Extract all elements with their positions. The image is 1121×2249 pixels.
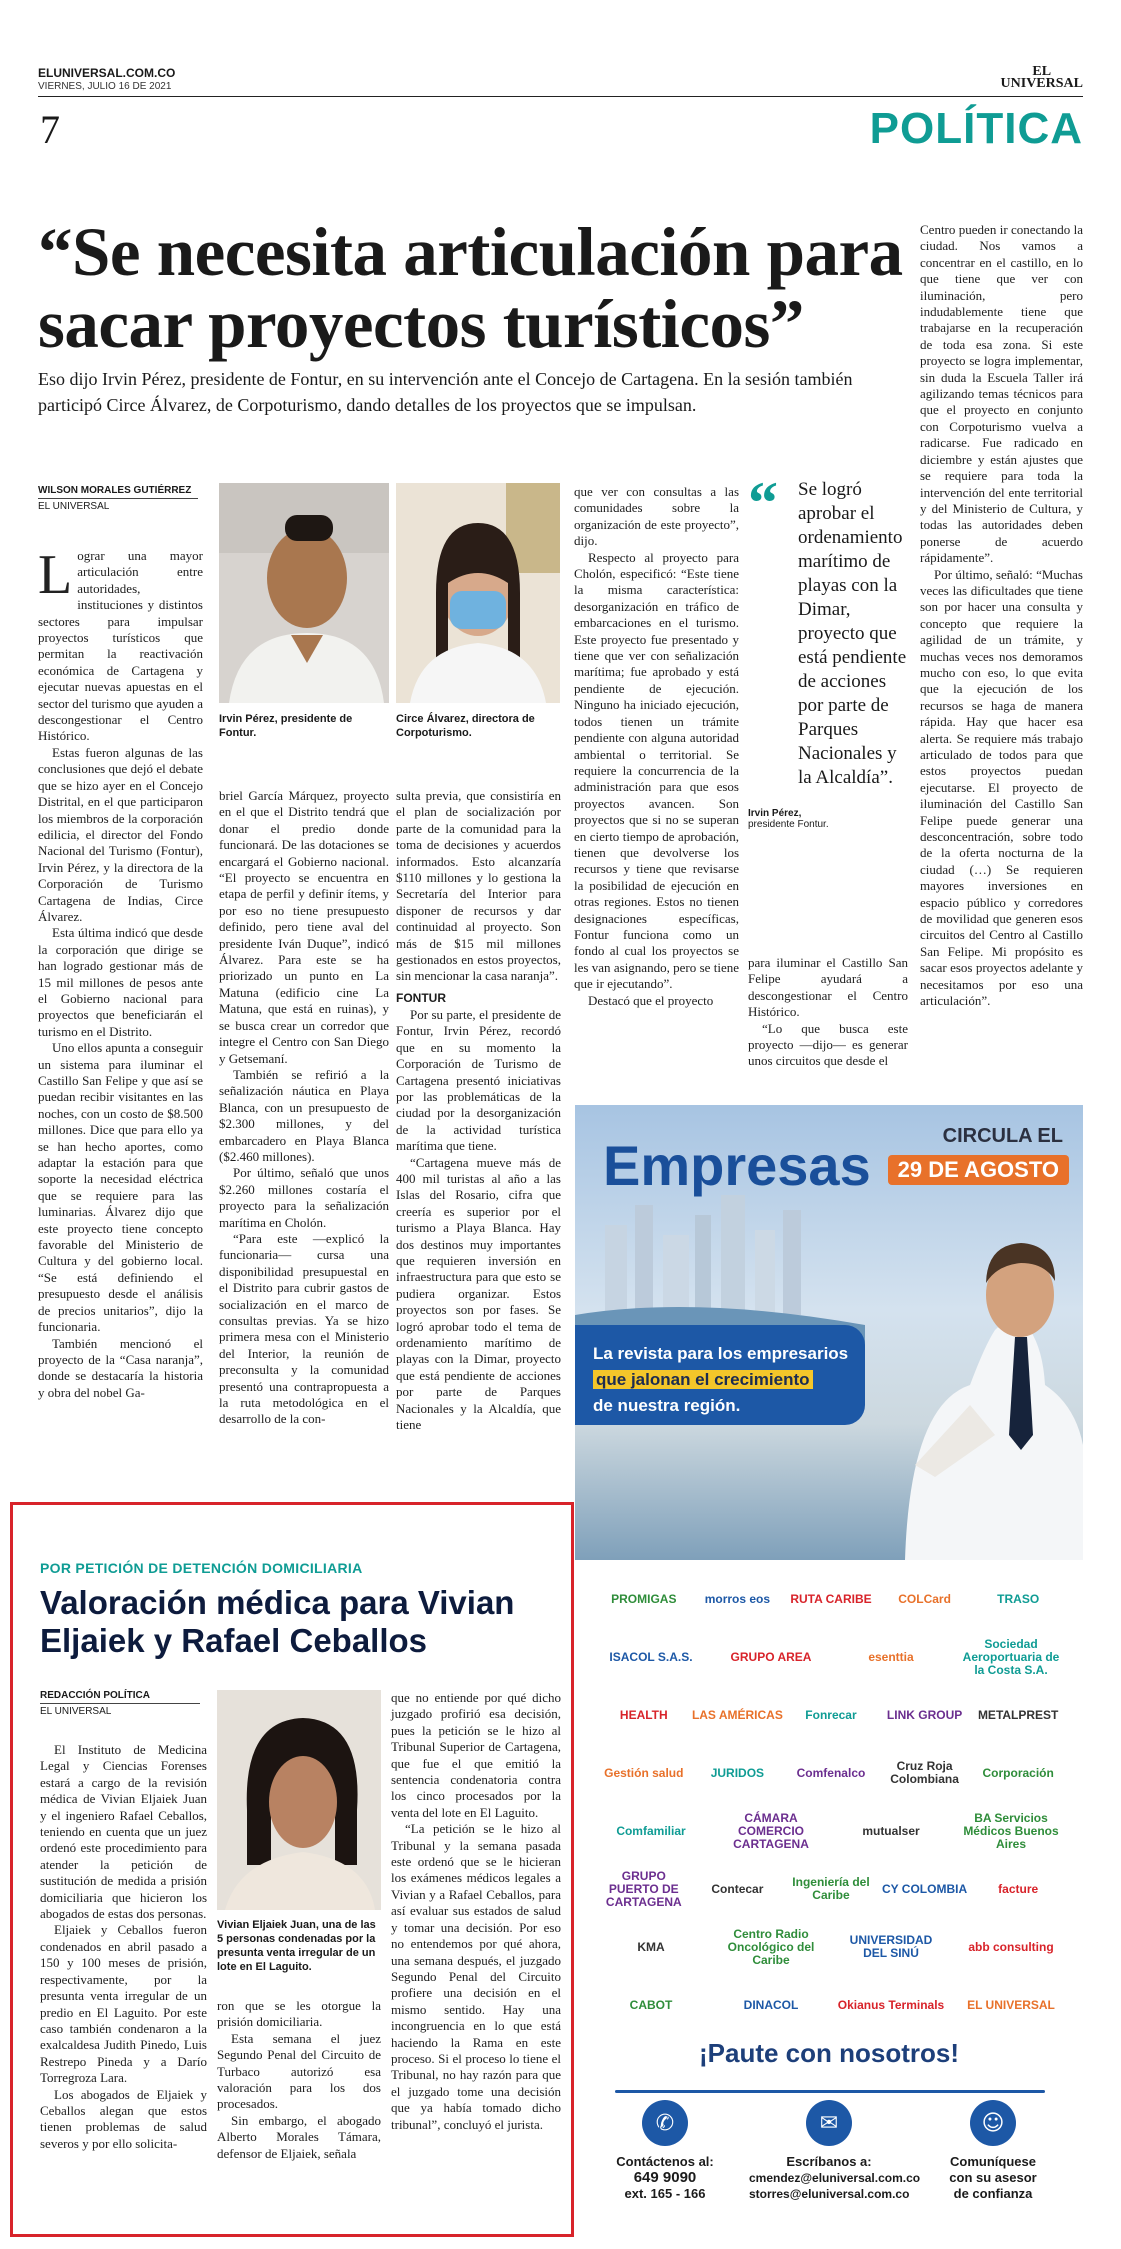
article2-column-1 <box>40 1742 207 2232</box>
article-column-3 <box>396 788 561 1500</box>
sponsor-logo: ISACOL S.A.S. <box>609 1649 693 1664</box>
sponsor-logo: facture <box>998 1881 1039 1896</box>
article-column-2 <box>219 788 389 1500</box>
paragraph: Esta semana el juez Segundo Penal del Circuito de Turbaco autorizó esa valoración para los dos procesados. <box>217 2030 381 2112</box>
logo-row <box>597 1860 1065 1918</box>
author-org: EL UNIVERSAL <box>38 501 110 512</box>
paragraph: Respecto al proyecto para Cholón, especificó: “Este tiene la misma característica: desorganización en tráfico de embarcaciones en el turismo. Este proyecto fue presentado y tiene que ver con señalización marítima; fue aprobado y está pendiente de ejecución. Ninguno ha iniciado ejecución, todos tienen un trámite pendiente con alguna autoridad ambiental o territorial. Se requiere la concurrencia de la administración para que esos proyectos avancen. Son proyectos que si no se superan en cierto tiempo de aprobación, tienen que devolverse los recursos y tiene que revisarse la posibilidad de ejecución en otras regiones. Estos no tienen designaciones específicas, Fontur funciona como un fondo al cual los proyectos se les van asignando, pero se tiene que ir ejecutando”. <box>574 549 739 992</box>
logo-row <box>597 1570 1065 1628</box>
paragraph: “La petición se le hizo al Tribunal y la semana pasada este ordenó que se le hicieran los exámenes médicos legales a Vivian y a Rafael Ceballos, para así evaluar sus estados de salud y tomar una decisión. Por eso no entendemos por qué ahora, una semana después, el juzgado Segundo Penal del Circuito profiere una decisión en el mismo sentido. Hay una incongruencia en lo que está haciendo la Rama en este proceso. Si el proceso lo tiene el Tribunal, no hay razón para que el juzgado tome una decisión que ya había tomado dicho tribunal”, concluyó el jurista. <box>391 1821 561 2132</box>
sponsor-logo: METALPREST <box>977 1707 1059 1722</box>
paragraph: También se refirió a la señalización náutica en Playa Blanca, con un presupuesto de $2.300 millones, y del embarcadero en Playa Blanca ($2.460 millones). <box>219 1066 389 1164</box>
pull-quote-author: Irvin Pérez, <box>748 808 802 819</box>
header-divider <box>38 96 1083 97</box>
contact-email[interactable] <box>749 2100 921 2202</box>
sponsor-logo: Centro Radio Oncológico del Caribe <box>727 1926 815 1967</box>
quote-icon: “ <box>748 470 778 536</box>
paragraph: sulta previa, que consistiría en el plan de socialización por parte de la comunidad para la toma de decisiones y acuerdos informados. Esto alcanzaría $110 millones y lo gestiona la Secretaría del Interior para disponer de recursos y dar continuidad al proyecto. Son más de $15 mil millones gestionados en estos proyectos, sin mencionar la casa naranja”. <box>396 788 561 984</box>
person-icon: ☺ <box>970 2100 1016 2146</box>
photo-caption: Irvin Pérez, presidente de Fontur. <box>219 713 353 739</box>
article-column-1 <box>38 544 203 1483</box>
sponsor-logo: Comfamiliar <box>616 1823 686 1838</box>
sponsor-logo: LAS AMÉRICAS <box>691 1707 783 1722</box>
logo-row <box>597 1744 1065 1802</box>
paragraph: También mencionó el proyecto de la “Casa naranja”, donde se destacaría la historia y obra del nobel Ga- <box>38 1335 203 1400</box>
sponsor-logo: KMA <box>637 1939 665 1954</box>
paragraph: “Cartagena mueve más de 400 mil turistas al año a las Islas del Rosario, cifra que creería es superior por el turismo a Playa Blanca. Hay dos destinos muy importantes que requieren inversión en infraestructura para que esto se pudiera organizar. Estos proyectos son por fases. Se logró aprobar todo el tema de ordenamiento marítimo de playas con la Dimar, proyecto que está pendiente de acciones por parte de Parques Nacionales y la Alcaldía, que tiene <box>396 1154 561 1433</box>
paragraph: Por último, señaló: “Muchas veces las dificultades que tiene son por hacer una consulta y concepto que requiere la agilidad de un trámite, y muchas veces nos demoramos mucho con eso, lo que evita que la ejecución de los recursos se haga de manera rápida. Hay que hacer esa alerta. Se requiere más trabajo articulado de todos para que estos proyectos puedan ejecutarse. El proyecto de iluminación del Castillo San Felipe puede generar una desconcentración, sobre todo de la oferta nocturna de la ciudad (…) Se requieren mayores inversiones en espacio público y corredores de movilidad que generen esos circuitos del Centro al Castillo San Felipe. Mi propósito es sacar esos proyectos adelante y necesitamos por eso una articulación”. <box>920 566 1083 1009</box>
paragraph: Destacó que el proyecto <box>588 992 714 1008</box>
logo-row <box>597 1686 1065 1744</box>
paragraph: que ver con consultas a las comunidades sobre la organización de este proyecto”, dijo. <box>574 484 739 549</box>
photo-caption: Vivian Eljaiek Juan, una de las 5 personas condenadas por la presunta venta irregular de un lote en El Laguito. <box>217 1919 376 1973</box>
sponsor-logo: abb consulting <box>968 1939 1054 1954</box>
sponsor-logo: Okianus Terminals <box>837 1997 945 2012</box>
sponsor-logo-grid <box>575 1560 1083 2030</box>
contact-advisor-line-2: con su asesor <box>949 2170 1037 2185</box>
drop-cap: L <box>38 544 73 606</box>
photo-caption: Circe Álvarez, directora de Corpoturismo. <box>396 713 535 739</box>
sponsor-logo: Contecar <box>711 1881 764 1896</box>
phone-icon: ✆ <box>642 2100 688 2146</box>
paragraph: que no entiende por qué dicho juzgado profirió esa decisión, pues la petición se le hizo al Tribunal Superior de Cartagena, que fue el que emitió la sentencia condenatoria contra los cinco procesados por la venta del lote en El Laguito. <box>391 1690 561 1820</box>
sponsor-logo: morros eos <box>704 1591 771 1606</box>
sponsor-logo: TRASO <box>997 1591 1040 1606</box>
ad-tagline-line-3: de nuestra región. <box>593 1396 741 1415</box>
article-headline: “Se necesita articulación para sacar proyectos turísticos” <box>38 214 903 362</box>
sponsor-logo: Gestión salud <box>604 1765 684 1780</box>
sponsor-logo: GRUPO PUERTO DE CARTAGENA <box>605 1868 682 1909</box>
logo-line-bottom: UNIVERSAL <box>1000 76 1083 91</box>
paragraph: Centro pueden ir conectando la ciudad. Nos vamos a concentrar en el castillo, en lo que tiene que ver con iluminación, pero indudablemente tiene que trabajarse en la recuperación de toda esa zona. Si este proyecto se logra implementar, sin duda la Escuela Taller irá agilizando temas técnicos para que el proyecto en conjunto con Corpoturismo vuelva a radicarse. Fue radicado en diciembre y están ajustes que se requiere para toda la intervención del ente territorial y del Ministerio de Cultura, y todas las autoridades deben ponerse de acuerdo rápidamente”. <box>920 222 1083 566</box>
sponsor-logo: CY COLOMBIA <box>882 1881 968 1896</box>
article-column-5 <box>748 955 908 1075</box>
byline-divider <box>38 498 198 499</box>
sponsor-logo: Corporación <box>982 1765 1054 1780</box>
contact-phone-label: Contáctenos al: <box>616 2154 714 2169</box>
sponsor-logo: LINK GROUP <box>886 1707 963 1722</box>
paragraph: “Lo que busca este proyecto —dijo— es generar unos circuitos que desde el <box>748 1020 908 1069</box>
article2-kicker: POR PETICIÓN DE DETENCIÓN DOMICILIARIA <box>40 1560 363 1576</box>
article-column-6 <box>920 222 1083 1082</box>
contact-advisor <box>913 2100 1073 2202</box>
byline-divider <box>40 1703 200 1704</box>
paragraph: Eljaiek y Ceballos fueron condenados en abril pasado a 150 y 100 meses de prisión, respectivamente, por la presunta venta irregular de un predio en El Laguito. Por este caso también condenaron a la exalcaldesa Judith Pinedo, Luis Restrepo Pineda y a Darío Torregroza Lara. <box>40 1922 207 2086</box>
pull-quote-role: presidente Fontur. <box>748 819 829 830</box>
paragraph: El Instituto de Medicina Legal y Ciencias Forenses estará a cargo de la revisión médica de Vivian Eljaiek Juan y el ingeniero Rafael Ceballos, teniendo en cuenta que un juez ordenó este procedimiento para atender la petición de sustitución de medida a prisión domiciliaria que hicieron los abogados de estas dos personas. <box>40 1742 207 1922</box>
author-name: WILSON MORALES GUTIÉRREZ <box>38 485 192 496</box>
sponsor-logo: esenttia <box>868 1649 914 1664</box>
paragraph: Por su parte, el presidente de Fontur, Irvin Pérez, recordó que en su momento la Corporación de Turismo de Cartagena presentó iniciativas por las problemáticas de la ciudad por la desorganización de la actividad turística marítima que tiene. <box>396 1006 561 1154</box>
portrait-image <box>219 483 389 703</box>
paragraph: “Para este —explicó la funcionaria— cursa una disponibilidad presupuestal en el Distrito para cubrir gastos de socialización en el marco de consultas previas. Ya se hizo primera mesa con el Ministerio del Interior, la reunión de preconsulta y la comunidad presentó una contrapropuesta a la ruta metodológica en el desarrollo de la con- <box>219 1230 389 1427</box>
author-org: EL UNIVERSAL <box>40 1706 112 1717</box>
article2-headline: Valoración médica para Vivian Eljaiek y Rafael Ceballos <box>40 1584 515 1659</box>
paragraph: briel García Márquez, proyecto en el que el Distrito tendrá que donar el predio donde funcionará. De las dotaciones se encargará el Gobierno nacional. “El proyecto se encuentra en etapa de perfil y definir ítems, y por eso no tiene presupuesto definido, pero tiene aval del presidente Iván Duque”, indicó Álvarez. Para este se ha priorizado un punto en La Matuna (edificio cine La Matuna, que está en ruinas), y se busca crear un corredor que integre el Centro con San Diego y Getsemaní. <box>219 788 389 1066</box>
sponsor-logo: PROMIGAS <box>611 1591 677 1606</box>
newspaper-logo <box>1001 66 1083 90</box>
sponsor-logo: CABOT <box>629 1997 673 2012</box>
article2-column-2 <box>217 1998 381 2228</box>
issue-date: VIERNES, JULIO 16 DE 2021 <box>38 81 172 92</box>
ad-contact-section <box>575 2030 1083 2235</box>
contact-email-label: Escríbanos a: <box>786 2154 872 2169</box>
paragraph: Esta última indicó que desde la corporación que dirige se han logrado gestionar más de 15 mil millones de pesos ante el Gobierno nacional para proyectos que beneficiarán el turismo en el Distrito. <box>38 925 203 1039</box>
ad-date-value: 29 DE AGOSTO <box>888 1155 1069 1185</box>
sponsor-logo: mutualser <box>862 1823 920 1838</box>
paragraph: Estas fueron algunas de las conclusiones que dejó el debate que se hizo ayer en el Concejo Distrital, en el que participaron los miembros de la corporación edilicia, el director del Fondo Nacional del Turismo (Fontur), Irvin Pérez, y la directora de la Corporación de Turismo Cartagena de Indias, Circe Álvarez. <box>38 744 203 924</box>
photo-vivian-eljaiek <box>217 1690 381 1910</box>
paragraph: Los abogados de Eljaiek y Ceballos alegan que estos tienen problemas de salud severos y por ello solicita- <box>40 2086 207 2151</box>
ad-date-label: CIRCULA EL <box>942 1125 1063 1147</box>
portrait-image <box>396 483 560 703</box>
contact-advisor-line-1: Comuníquese <box>950 2154 1036 2169</box>
pull-quote <box>748 470 908 830</box>
logo-row <box>597 1976 1065 2034</box>
contact-email-1[interactable]: cmendez@eluniversal.com.co <box>749 2171 921 2185</box>
sponsor-logo: Ingeniería del Caribe <box>792 1875 870 1902</box>
contact-phone-number[interactable]: 649 9090 <box>633 2169 697 2186</box>
ad-contact-title: ¡Paute con nosotros! <box>698 2038 959 2068</box>
article2-column-3 <box>391 1690 561 2230</box>
paragraph: para iluminar el Castillo San Felipe ayudará a descongestionar el Centro Histórico. <box>748 955 908 1020</box>
contact-divider <box>615 2090 1045 2093</box>
contact-phone-ext: ext. 165 - 166 <box>624 2186 706 2201</box>
ad-tagline-line-1: La revista para los empresarios <box>593 1344 849 1363</box>
sponsor-logo: UNIVERSIDAD DEL SINÚ <box>849 1933 933 1960</box>
section-label: POLÍTICA <box>869 104 1083 153</box>
contact-email-2[interactable]: storres@eluniversal.com.co <box>749 2187 910 2201</box>
logo-row <box>597 1628 1065 1686</box>
paragraph: Sin embargo, el abogado Alberto Morales Támara, defensor de Eljaiek, señala <box>217 2112 381 2161</box>
sponsor-logo: GRUPO AREA <box>730 1649 812 1664</box>
contact-advisor-line-3: de confianza <box>953 2186 1033 2201</box>
sponsor-logo: Comfenalco <box>796 1765 866 1780</box>
photo-irvin-perez <box>219 483 389 703</box>
sponsor-logo: CÁMARA COMERCIO CARTAGENA <box>733 1810 809 1851</box>
paragraph-text: ograr una mayor articulación entre autoridades, instituciones y distintos sectores para impulsar proyectos turísticos que permitan la reactivación económica de Cartagena y ejecutar nuevas apuestas en el sector del turismo que ayuden a descongestionar el Centro Histórico. <box>38 548 203 744</box>
page-number: 7 <box>40 107 60 152</box>
paragraph: ron que se les otorgue la prisión domiciliaria. <box>217 1998 381 2030</box>
subsection-heading: FONTUR <box>396 990 446 1005</box>
logo-row <box>597 1918 1065 1976</box>
paragraph: Por último, señaló que unos $2.260 millones costaría el proyecto para la señalización marítima en Cholón. <box>219 1165 389 1230</box>
page-header <box>38 66 1083 156</box>
sponsor-logo: Fonrecar <box>805 1707 857 1722</box>
sponsor-logo: Sociedad Aeroportuaria de la Costa S.A. <box>962 1636 1060 1677</box>
sponsor-logo: HEALTH <box>619 1707 668 1722</box>
sponsor-logo: DINACOL <box>743 1997 799 2012</box>
logo-row <box>597 1802 1065 1860</box>
ad-tagline-highlight: que jalonan el crecimiento <box>593 1370 813 1389</box>
sponsor-logo: COLCard <box>898 1591 951 1606</box>
contact-phone[interactable] <box>585 2100 745 2202</box>
sponsor-logo: RUTA CARIBE <box>790 1591 872 1606</box>
logo-line-top: EL <box>1032 64 1052 79</box>
pull-quote-text: Se logró aprobar el ordenamiento marítimo de playas con la Dimar, proyecto que está pendiente de acciones por parte de Parques Nacionales y la Alcaldía”. <box>798 479 907 788</box>
mail-icon: ✉ <box>806 2100 852 2146</box>
paragraph: Uno ellos apunta a conseguir un sistema para iluminar el Castillo San Felipe y que así se puedan recibir visitantes en las noches, con un costo de $8.500 millones. Dice que para ello ya se han hecho aportes, como adaptar la estación para que soporte la necesidad eléctrica que se requiere para las luminarias. Álvarez dijo que este proyecto tiene concepto favorable del Ministerio de Cultura y del gobierno local. “Se está definiendo el presupuesto desde el análisis de precios unitarios”, dijo la funcionaria. <box>38 1040 203 1335</box>
sponsor-logo-rows <box>597 1570 1065 2034</box>
portrait-image <box>217 1690 381 1910</box>
ad-tagline-banner <box>575 1325 865 1425</box>
ad-title: Empresas <box>603 1134 871 1197</box>
site-url: ELUNIVERSAL.COM.CO <box>38 66 176 80</box>
article-column-4 <box>574 484 739 1094</box>
author-name: REDACCIÓN POLÍTICA <box>40 1690 150 1701</box>
sponsor-logo: EL UNIVERSAL <box>967 1997 1055 2012</box>
lead-paragraph <box>38 544 203 745</box>
ad-hero-background <box>575 1105 1083 1560</box>
sponsor-logo: BA Servicios Médicos Buenos Aires <box>963 1810 1059 1851</box>
sponsor-logo: Cruz Roja Colombiana <box>890 1759 959 1786</box>
sponsor-logo: JURIDOS <box>710 1765 765 1780</box>
article-subhead: Eso dijo Irvin Pérez, presidente de Fontur, en su intervención ante el Concejo de Cartagena. En la sesión también participó Circe Álvarez, de Corpoturismo, dando detalles de los proyectos que se impulsan. <box>38 369 853 415</box>
advertisement-empresas[interactable] <box>575 1105 1083 2235</box>
photo-circe-alvarez <box>396 483 560 703</box>
